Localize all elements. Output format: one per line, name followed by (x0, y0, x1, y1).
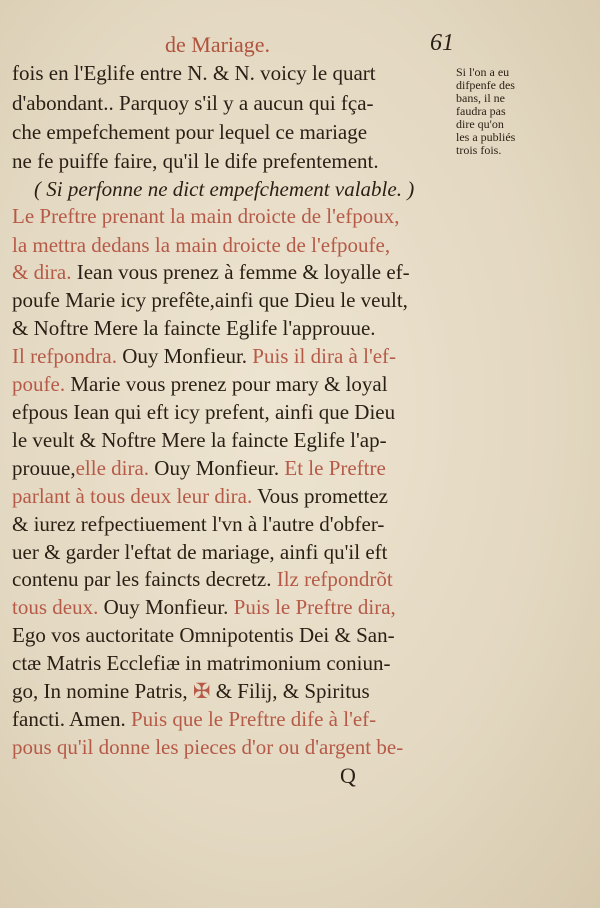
running-header: de Mariage. (165, 32, 271, 57)
margin-note-line: difpenfe des (456, 78, 515, 92)
rubric-text: Et le Preftre (279, 456, 386, 480)
margin-note-line: Si l'on a eu (456, 65, 510, 79)
margin-note-line: faudra pas (456, 104, 506, 118)
text-line: & iurez refpectiuement l'vn à l'autre d'obfer- (12, 512, 385, 536)
body-span: Ouy Monfieur. (116, 344, 248, 368)
text-line: le veult & Noftre Mere la faincte Eglife l'ap- (12, 428, 387, 452)
rubric-line: ( Si perfonne ne dict empefchement valable. ) (34, 177, 415, 201)
rubric-text: Puis il dira à l'ef- (247, 344, 397, 368)
rubric-line: Le Preftre prenant la main droicte de l'efpoux, (12, 204, 400, 228)
text-line: poufe Marie icy prefête,ainfi que Dieu le veult, (12, 288, 408, 312)
text-line (12, 706, 376, 732)
body-span: Vous promettez (252, 484, 388, 508)
rubric-line: pous qu'il donne les pieces d'or ou d'argent be- (12, 735, 404, 759)
margin-note-line: bans, il ne (456, 91, 505, 105)
body-span: Ouy Monfieur. (149, 456, 280, 480)
text-line: ne fe puiffe faire, qu'il le dife prefentement. (12, 149, 379, 173)
rubric-text: tous deux. (12, 595, 99, 619)
body-span: contenu par les faincts decretz. (12, 567, 272, 591)
text-line: che empefchement pour lequel ce mariage (12, 120, 368, 144)
rubric-text: & dira. (12, 260, 72, 284)
text-line (12, 455, 386, 481)
rubric-line: la mettra dedans la main droicte de l'efpoufe, (12, 233, 391, 257)
text-line: Ego vos auctoritate Omnipotentis Dei & San- (12, 623, 395, 647)
rubric-text: parlant à tous deux leur dira. (12, 484, 253, 508)
body-span: prouue, (12, 456, 76, 480)
text-line: ctæ Matris Ecclefiæ in matrimonium coniun- (12, 651, 391, 675)
text-line: d'abondant.. Parquoy s'il y a aucun qui fça- (12, 91, 374, 115)
text-line (12, 259, 410, 285)
text-line: efpous Iean qui eft icy prefent, ainfi que Dieu (12, 400, 396, 424)
text-line: fois en l'Eglife entre N. & N. voicy le quart (12, 61, 376, 85)
body-span: Iean vous prenez à femme & loyalle ef- (71, 260, 410, 284)
text-line (12, 483, 388, 509)
body-span: Marie vous prenez pour mary & loyal (65, 372, 388, 396)
body-span: Ouy Monfieur. (98, 595, 229, 619)
text-line (12, 371, 388, 397)
text-line (12, 594, 396, 620)
rubric-text: Il refpondra. (12, 344, 117, 368)
rubric-text: Puis que le Preftre dife à l'ef- (125, 707, 377, 731)
text-line (12, 678, 370, 704)
rubric-text: Puis le Preftre dira, (228, 595, 396, 619)
text-line (12, 566, 393, 592)
body-span: go, In nomine Patris, (12, 679, 188, 703)
text-line (12, 343, 396, 369)
rubric-text: poufe. (12, 372, 66, 396)
body-span: fancti. Amen. (12, 707, 126, 731)
rubric-text: elle dira. (75, 456, 150, 480)
margin-note-line: dire qu'on (456, 117, 504, 131)
rubric-text: Ilz refpondrõt (271, 567, 393, 591)
body-span: & Filij, & Spiritus (215, 679, 370, 703)
catchword: Q (340, 763, 356, 788)
text-line: & Noftre Mere la faincte Eglife l'approuue. (12, 316, 376, 340)
page-number: 61 (430, 30, 454, 56)
cross-symbol: ✠ (187, 679, 216, 703)
text-line: uer & garder l'eftat de mariage, ainfi qu'il eft (12, 540, 388, 564)
margin-note-line: trois fois. (456, 143, 502, 157)
margin-note-line: les a publiés (456, 130, 516, 144)
